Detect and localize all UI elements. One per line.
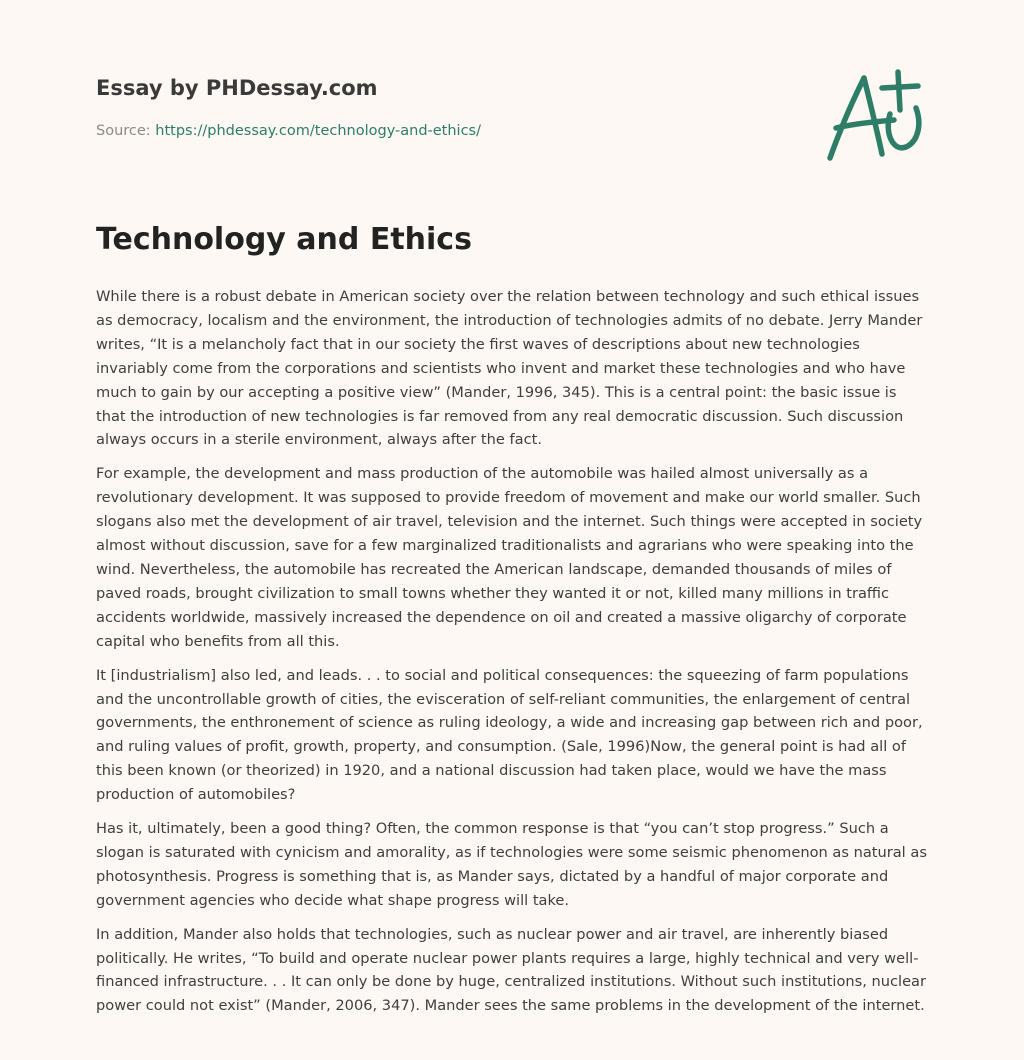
essay-paragraph: For example, the development and mass production of the automobile was hailed almost universally as a revolutionary development. It was supposed to provide freedom of movement and make our world smaller. Such slogans also met the development of air travel, television and the internet. Such things were accepted in society almost without discussion, save for a few marginalized traditionalists and agrarians who were speaking into the wind. Nevertheless, the automobile has recreated the American landscape, demanded thousands of miles of paved roads, brought civilization to small towns whether they wanted it or not, killed many millions in traffic accidents worldwide, massively increased the dependence on oil and created a massive oligarchy of corporate capital who benefits from all this. <box>96 465 923 650</box>
logo-swoosh <box>888 108 919 148</box>
source-link[interactable]: https://phdessay.com/technology-and-ethics/ <box>155 123 482 139</box>
a-plus-grade-icon <box>818 64 930 168</box>
source-line <box>96 123 481 139</box>
essay-paragraph: It [industrialism] also led, and leads. . . to social and political consequences: the squeezing of farm populations and the uncontrollable growth of cities, the evisceration of self-reliant communities, the enlargement of central governments, the enthronement of science as ruling ideology, a wide and increasing gap between rich and poor, and ruling values of profit, growth, property, and consumption. (Sale, 1996)Now, the general point is had all of this been known (or theorized) in 1920, and a national discussion had taken place, would we have the mass production of automobiles? <box>96 666 923 804</box>
logo-plus-vertical <box>898 72 900 110</box>
essay-paragraph: In addition, Mander also holds that technologies, such as nuclear power and air travel, are inherently biased politically. He writes, “To build and operate nuclear power plants requires a large, highly technical and very well-financed infrastructure. . . It can only be done by huge, centralized institutions. Without such institutions, nuclear power could not exist” (Mander, 2006, 347). Mander sees the same problems in the development of the internet. <box>96 925 926 1015</box>
source-label: Source: <box>96 123 151 139</box>
essay-title: Technology and Ethics <box>96 222 472 257</box>
logo-plus-horizontal <box>882 86 918 88</box>
essay-paragraph: Has it, ultimately, been a good thing? Often, the common response is that “you can’t stop progress.” Such a slogan is saturated with cynicism and amorality, as if technologies were some seismic phenomenon as natural as photosynthesis. Progress is something that is, as Mander says, dictated by a handful of major corporate and government agencies who decide what shape progress will take. <box>96 820 927 909</box>
essay-body <box>96 285 928 1028</box>
logo-a-right-stroke <box>864 78 882 154</box>
logo-a-left-stroke <box>830 78 864 158</box>
essay-paragraph: While there is a robust debate in American society over the relation between technology and such ethical issues as democracy, localism and the environment, the introduction of technologies admits of no debate. Jerry Mander writes, “It is a melancholy fact that in our society the first waves of descriptions about new technologies invariably come from the corporations and scientists who invent and market these technologies and who have much to gain by our accepting a positive view” (Mander, 1996, 345). This is a central point: the basic issue is that the introduction of new technologies is far removed from any real democratic discussion. Such discussion always occurs in a sterile environment, always after the fact. <box>96 288 923 449</box>
site-title: Essay by PHDessay.com <box>96 76 378 100</box>
